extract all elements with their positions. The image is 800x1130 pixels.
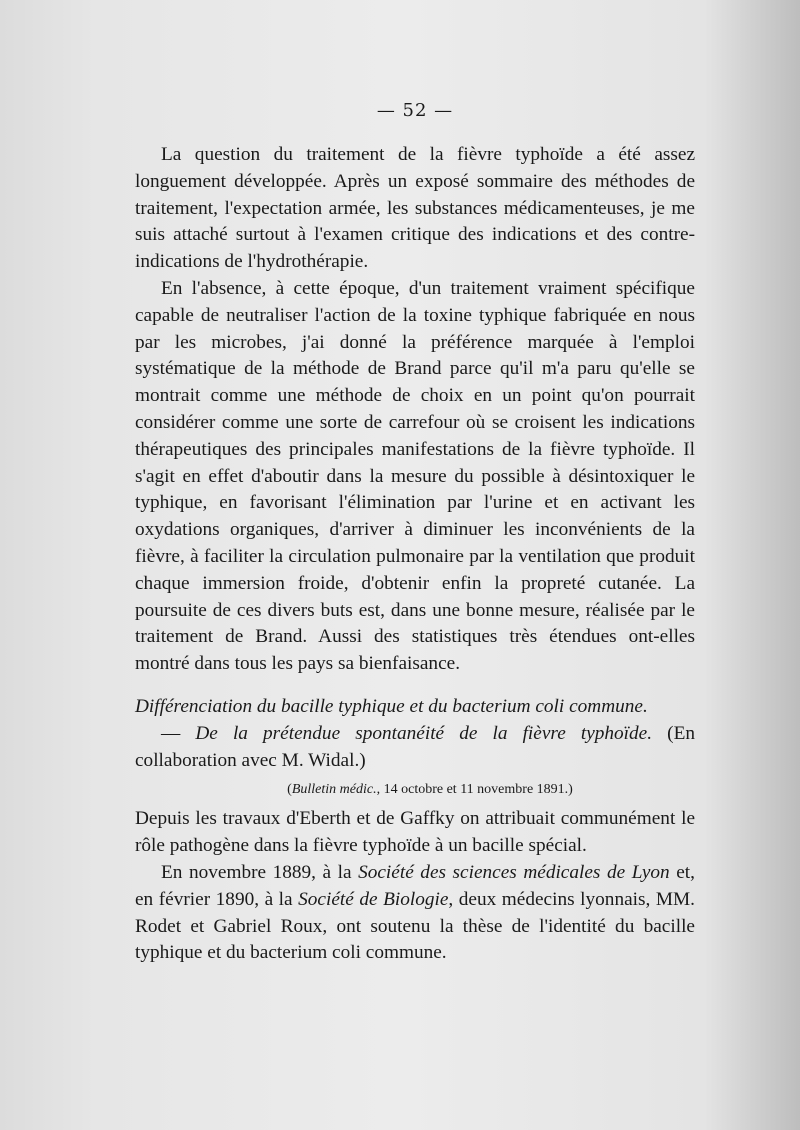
- citation-journal: Bulletin médic.: [291, 782, 377, 798]
- heading-subtitle: De la prétendue spontanéité de la fièvre typhoïde.: [195, 722, 653, 744]
- paragraph-rodet-roux: [135, 860, 695, 967]
- citation-close: ): [568, 782, 573, 798]
- body-text: [135, 142, 695, 967]
- heading-dash: —: [161, 722, 196, 744]
- heading-note: (En collaboration avec M. Widal.): [135, 722, 695, 771]
- heading-subline: [135, 721, 695, 775]
- paragraph-brand-method: En l'absence, à cette époque, d'un traitement vraiment spécifique capable de neutraliser l'action de la toxine typhique fabriquée en nous par les microbes, j'ai donné la préférence marquée à l'emploi systématique de la méthode de Brand parce qu'il m'a paru qu'elle se montrait comme une méthode de choix en un point qu'on pourrait considérer comme une sorte de carrefour où se croisent les indications thérapeutiques des principales manifestations de la fièvre typhoïde. Il s'agit en effet d'aboutir dans la mesure du possible à désintoxiquer le typhique, en favorisant l'élimination par l'urine et en activant les oxydations organiques, d'arriver à diminuer les inconvénients de la fièvre, à faciliter la circulation pulmonaire par la ventilation que produit chaque immersion froide, d'obtenir enfin la propreté cutanée. La poursuite de ces divers buts est, dans une bonne mesure, réalisée par le traitement de Brand. Aussi des statistiques très étendues ont-elles montré dans tous les pays sa bienfaisance.: [135, 277, 695, 675]
- p4-society-lyon: Société des sciences médicales de Lyon: [358, 861, 670, 883]
- citation: [135, 780, 695, 800]
- section-heading: [135, 694, 695, 774]
- paragraph-eberth-gaffky: Depuis les travaux d'Eberth et de Gaffky on attribuait communément le rôle pathogène dans la fièvre typhoïde à un bacille spécial.: [135, 808, 695, 857]
- p4-society-biologie: Société de Biologie: [298, 888, 449, 910]
- p4-part2: et, en février 1890, à la: [135, 861, 695, 910]
- page-number: — 52 —: [376, 100, 454, 121]
- citation-open: (: [287, 782, 292, 798]
- paragraph-treatment-question: La question du traitement de la fièvre typhoïde a été assez longuement développée. Après un exposé sommaire des méthodes de traitement, l'expectation armée, les substances médicamenteuses, je me suis attaché surtout à l'examen critique des indications et des contre-indications de l'hydrothérapie.: [135, 144, 695, 273]
- p4-part3: , deux médecins lyonnais, MM. Rodet et Gabriel Roux, ont soutenu la thèse de l'identité du bacille typhique et du bacterium coli commune.: [135, 888, 695, 964]
- p4-part1: En novembre 1889, à la: [161, 861, 359, 883]
- citation-date: , 14 octobre et 11 novembre 1891.: [376, 782, 569, 798]
- heading-title: Différenciation du bacille typhique et du bacterium coli commune.: [135, 695, 648, 717]
